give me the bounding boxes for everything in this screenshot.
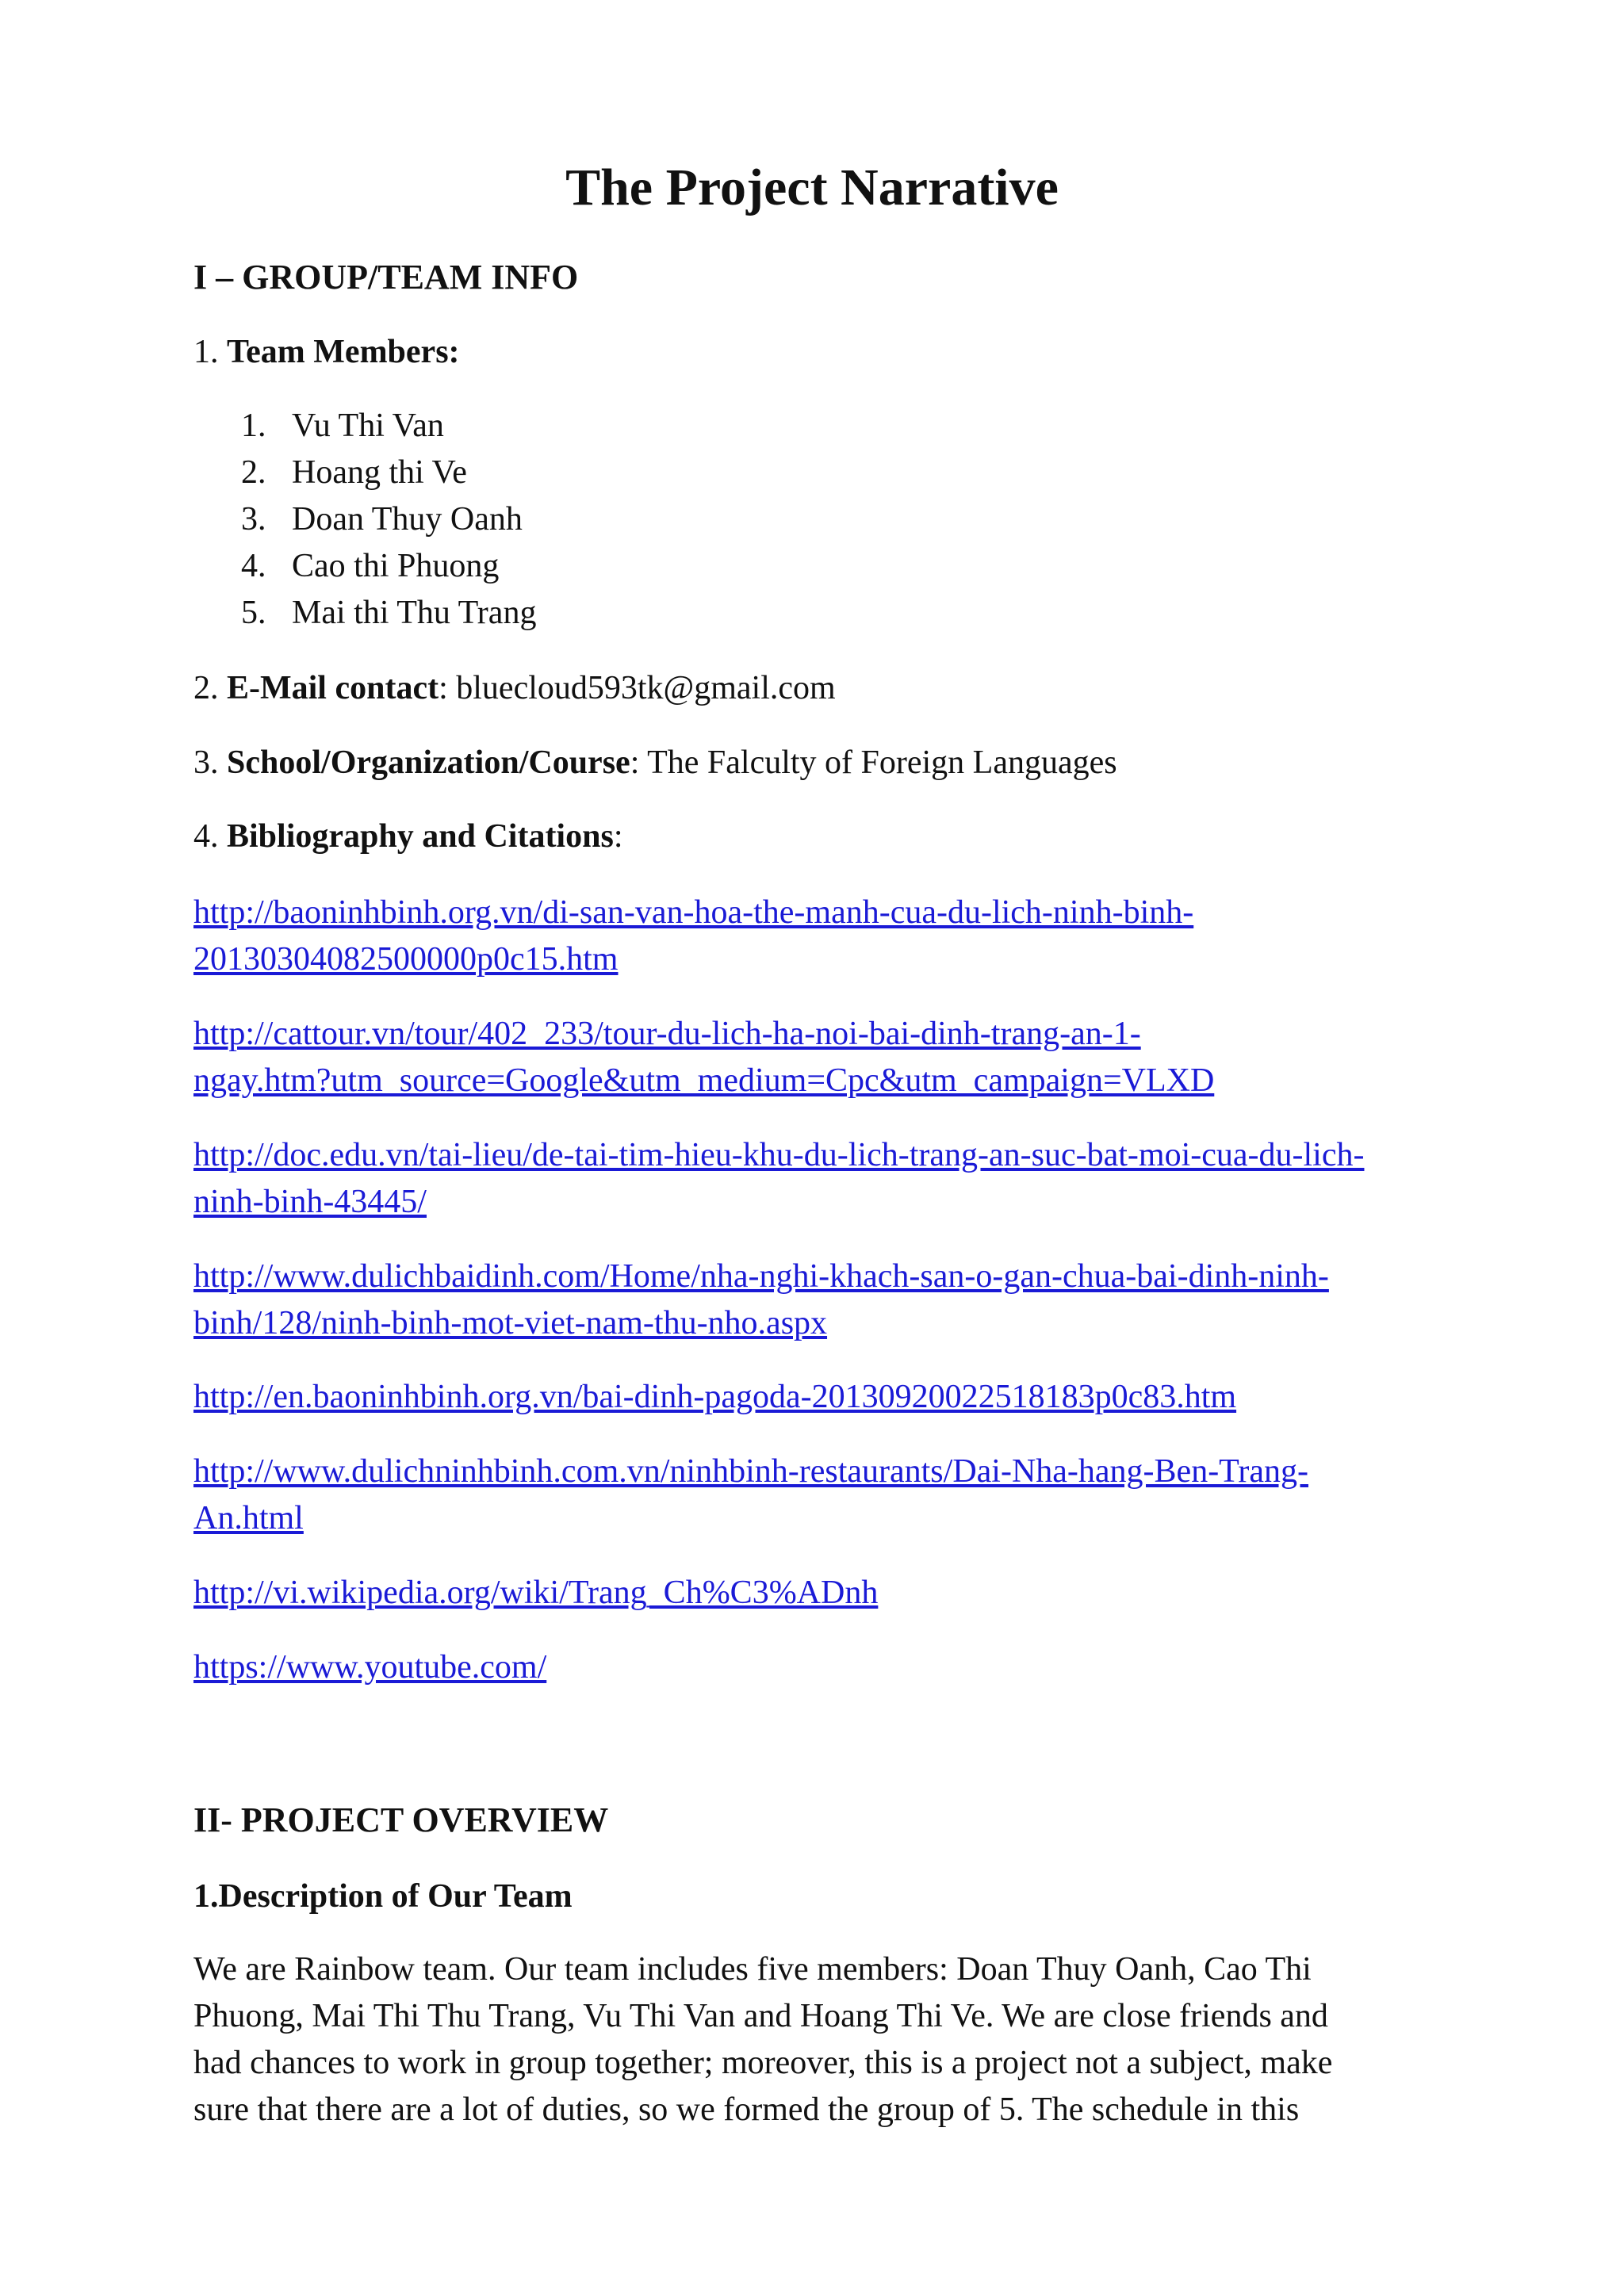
team-members-number: 1.	[193, 334, 219, 370]
page-title: The Project Narrative	[565, 159, 1059, 216]
member-name: Doan Thuy Oanh	[292, 501, 523, 538]
list-item	[193, 403, 536, 450]
member-name: Vu Thi Van	[292, 408, 444, 444]
section-heading-project-overview: II- PROJECT OVERVIEW	[193, 1800, 609, 1839]
bibliography-link-baoninhbinh[interactable]: http://baoninhbinh.org.vn/di-san-van-hoa-the-manh-cua-du-lich-ninh-binh- 20130304082500000p0c15.htm	[193, 894, 1194, 978]
bibliography-label: Bibliography and Citations	[227, 818, 614, 855]
bibliography-link-cattour[interactable]: http://cattour.vn/tour/402_233/tour-du-lich-ha-noi-bai-dinh-trang-an-1- ngay.htm?utm_source=Google&utm_medium=Cpc&utm_campaign=VLXD	[193, 1016, 1215, 1099]
list-item	[193, 590, 536, 637]
email-contact-number: 2.	[193, 670, 219, 706]
bibliography-link-youtube[interactable]: https://www.youtube.com/	[193, 1649, 547, 1686]
team-members-label	[193, 329, 460, 375]
member-name: Cao thi Phuong	[292, 548, 500, 584]
paragraph-line: sure that there are a lot of duties, so we formed the group of 5. The schedule in this	[193, 2091, 1300, 2128]
member-name: Mai thi Thu Trang	[292, 595, 537, 631]
school-line	[193, 740, 1117, 786]
email-contact-value: : bluecloud593tk@gmail.com	[439, 670, 836, 706]
school-number: 3.	[193, 744, 219, 781]
list-item-number: 1.	[241, 408, 266, 444]
bibliography-number: 4.	[193, 818, 219, 855]
bibliography-link-doc-edu[interactable]: http://doc.edu.vn/tai-lieu/de-tai-tim-hieu-khu-du-lich-trang-an-suc-bat-moi-cua-du-lich- ninh-binh-43445/	[193, 1137, 1365, 1220]
team-members-title: Team Members:	[227, 334, 460, 370]
section-heading-group-team-info: I – GROUP/TEAM INFO	[193, 258, 579, 297]
school-value: : The Falculty of Foreign Languages	[630, 744, 1117, 781]
subheading-team-description: 1.Description of Our Team	[193, 1878, 573, 1915]
email-contact-line	[193, 665, 836, 711]
bibliography-link-en-baoninhbinh[interactable]: http://en.baoninhbinh.org.vn/bai-dinh-pagoda-20130920022518183p0c83.htm	[193, 1379, 1237, 1415]
list-item	[193, 496, 536, 543]
bibliography-link-dulichninhbinh[interactable]: http://www.dulichninhbinh.com.vn/ninhbinh-restaurants/Dai-Nha-hang-Ben-Trang- An.html	[193, 1453, 1308, 1536]
bibliography-colon: :	[613, 818, 623, 855]
school-label: School/Organization/Course	[227, 744, 630, 781]
team-member-list	[193, 403, 536, 637]
list-item	[193, 450, 536, 496]
list-item	[193, 543, 536, 590]
bibliography-line	[193, 813, 622, 859]
list-item-number: 4.	[241, 548, 266, 584]
bibliography-link-dulichbaidinh[interactable]: http://www.dulichbaidinh.com/Home/nha-nghi-khach-san-o-gan-chua-bai-dinh-ninh- binh/128/ninh-binh-mot-viet-nam-thu-nho.aspx	[193, 1258, 1329, 1341]
list-item-number: 3.	[241, 501, 266, 538]
paragraph-line: Phuong, Mai Thi Thu Trang, Vu Thi Van and Hoang Thi Ve. We are close friends and	[193, 1998, 1328, 2034]
email-contact-label: E-Mail contact	[227, 670, 439, 706]
list-item-number: 5.	[241, 595, 266, 631]
paragraph-line: had chances to work in group together; moreover, this is a project not a subject, make	[193, 2045, 1333, 2081]
list-item-number: 2.	[241, 454, 266, 491]
paragraph-line: We are Rainbow team. Our team includes five members: Doan Thuy Oanh, Cao Thi	[193, 1951, 1312, 1988]
bibliography-link-wikipedia[interactable]: http://vi.wikipedia.org/wiki/Trang_Ch%C3%ADnh	[193, 1575, 879, 1611]
member-name: Hoang thi Ve	[292, 454, 467, 491]
